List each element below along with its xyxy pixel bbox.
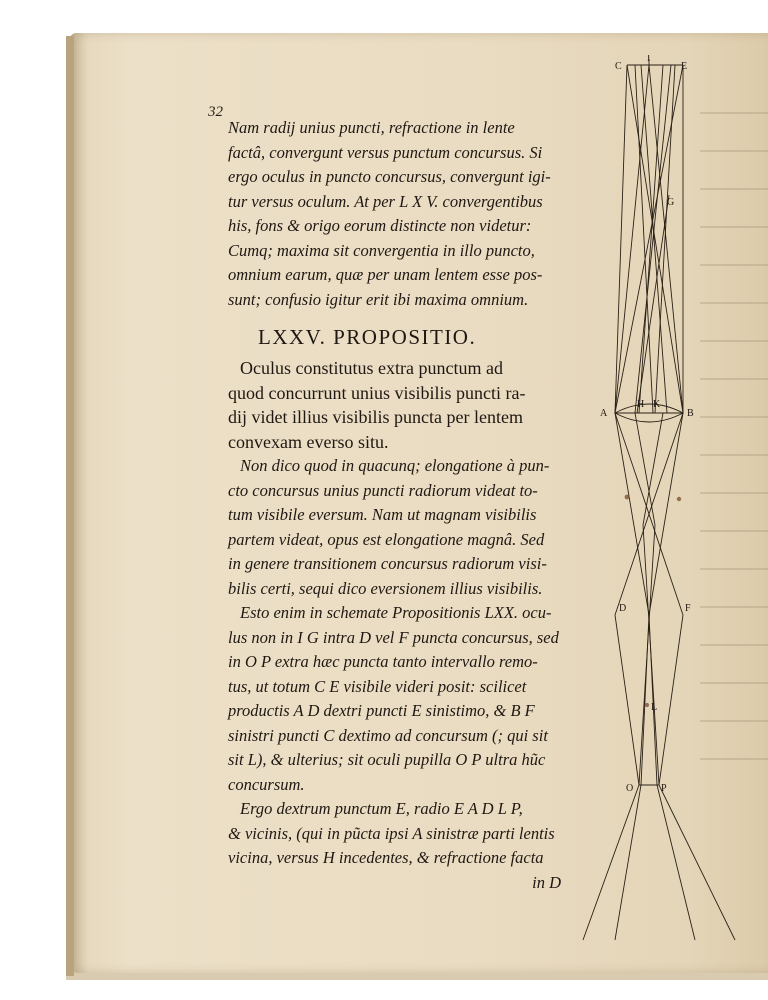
text-line: Oculus constitutus extra punctum ad [240, 358, 503, 378]
label-f: F [685, 603, 691, 614]
label-p: P [661, 783, 667, 794]
text-line: partem videat, opus est elongatione magnâ. Sed [228, 529, 545, 549]
proposition-heading: LXXV. PROPOSITIO. [258, 325, 477, 349]
ray [659, 615, 683, 785]
paragraph-2 [228, 454, 573, 601]
page-edge [66, 36, 74, 976]
ray [655, 65, 675, 413]
ray-extension [657, 785, 695, 940]
ray-extension [583, 785, 639, 940]
label-e: E [681, 61, 688, 72]
label-g: G [667, 197, 675, 208]
ray [639, 65, 663, 413]
text-line: cto concursus unius puncti radiorum videat to- [228, 480, 538, 500]
page-number: 32 [208, 104, 223, 120]
stain [645, 703, 649, 707]
ray [641, 615, 649, 785]
text-line: concursum. [228, 774, 305, 794]
text-line: omnium earum, quæ per unam lentem esse pos- [228, 265, 543, 284]
label-d: D [619, 603, 627, 614]
ray [643, 413, 663, 525]
ray-extension [659, 785, 735, 940]
optics-ray-diagram [575, 55, 760, 955]
label-h: H [637, 399, 645, 410]
text-line: quod concurrunt unius visibilis puncti ra- [228, 382, 526, 403]
text-line: in O P extra hæc puncta tanto intervallo remo- [228, 652, 538, 671]
ray [635, 413, 655, 525]
ray [649, 615, 657, 785]
stain [625, 495, 630, 500]
paragraph-4 [228, 797, 573, 871]
ray [615, 413, 649, 615]
stain [677, 497, 681, 501]
ray [649, 413, 683, 615]
text-line: tus, ut totum C E visibile videri posit: scilicet [228, 676, 527, 696]
label-a: A [600, 408, 608, 419]
text-line: sinistri puncti C dextimo ad concursum (; qui sit [228, 725, 548, 745]
catchword: in D [532, 872, 561, 892]
text-line: Non dico quod in quacunq; elongatione à pun- [240, 456, 550, 475]
ray [627, 65, 683, 413]
text-line: Esto enim in schemate Propositionis LXX. ocu- [240, 603, 552, 622]
label-b: B [687, 408, 694, 419]
text-line: dij videt illius visibilis puncta per lentem [228, 407, 523, 427]
text-line: sunt; confusio igitur erit ibi maxima omnium. [228, 289, 529, 309]
text-block [228, 116, 573, 895]
text-line: in genere transitionem concursus radiorum visi- [228, 554, 547, 573]
text-line: factâ, convergunt versus punctum concursus. Si [228, 142, 543, 162]
text-line: his, fons & origo eorum distincte non videtur: [228, 216, 532, 235]
text-line: Cumq; maxima sit convergentia in illo puncto, [228, 240, 535, 260]
text-line: Ergo dextrum punctum E, radio E A D L P, [240, 799, 523, 818]
text-line: sit L), & ulterius; sit oculi pupilla O P ultra hũc [228, 750, 546, 769]
paragraph-1 [228, 116, 573, 312]
text-line: tum visibile eversum. Nam ut magnam visibilis [228, 505, 537, 524]
ray-extension [615, 785, 641, 940]
text-line: convexam everso situ. [228, 431, 389, 452]
text-line: vicina, versus H incedentes, & refractione facta [228, 848, 544, 867]
proposition-statement [228, 356, 573, 454]
label-o: O [626, 783, 634, 794]
ray [615, 615, 639, 785]
paragraph-3 [228, 601, 573, 797]
text-line: ergo oculus in puncto concursus, convergunt igi- [228, 167, 551, 186]
text-line: bilis certi, sequi dico eversionem illius visibilis. [228, 578, 543, 598]
label-l: L [651, 702, 658, 713]
label-i: I [647, 55, 651, 64]
label-c: C [615, 61, 622, 72]
text-line: & vicinis, (qui in pũcta ipsi A sinistræ parti lentis [228, 823, 555, 843]
text-line: Nam radij unius puncti, refractione in lente [228, 118, 515, 137]
text-line: tur versus oculum. At per L X V. convergentibus [228, 191, 543, 211]
text-line: lus non in I G intra D vel F puncta concursus, sed [228, 627, 559, 647]
text-line: productis A D dextri puncti E sinistimo, & B F [228, 701, 535, 720]
label-k: K [653, 399, 661, 410]
